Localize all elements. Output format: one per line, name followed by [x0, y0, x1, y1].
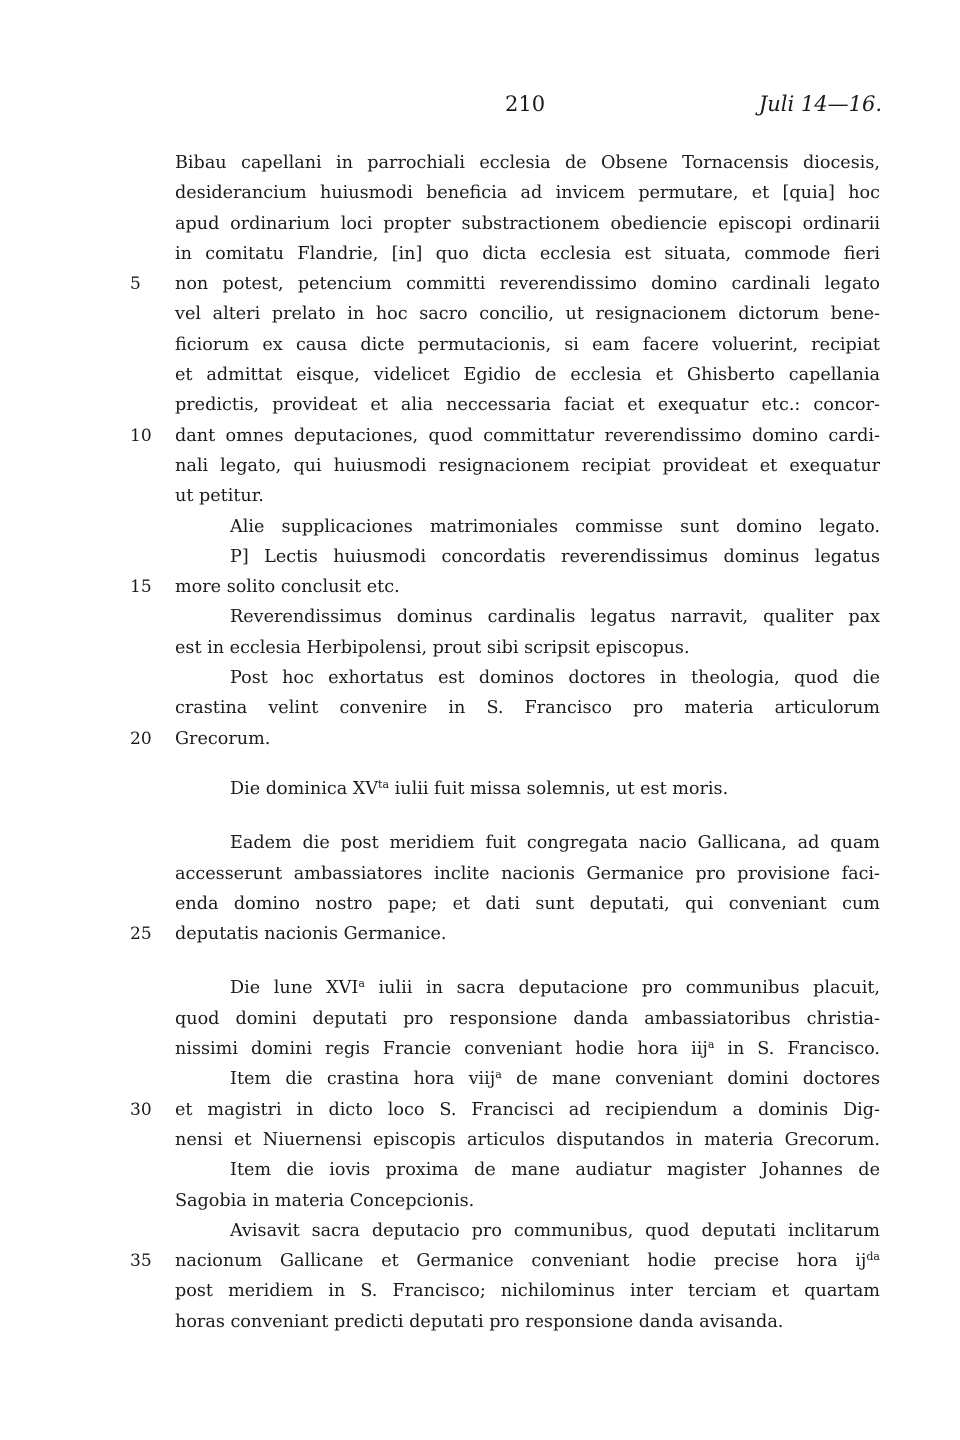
text-line: in comitatu Flandrie, [in] quo dicta ecclesia est situata, commode fieri — [175, 243, 880, 264]
text-line: Reverendissimus dominus cardinalis legatus narravit, qualiter pax — [230, 607, 880, 628]
superscript: a — [358, 977, 365, 991]
line-text: nissimi domini regis Francie conveniant hodie hora iij — [175, 1039, 708, 1060]
text-line: crastina velint convenire in S. Francisco pro materia articulorum — [175, 698, 880, 719]
paragraph-gap — [175, 804, 880, 828]
line-text: et magistri in dicto loco S. Francisci ad recipiendum a dominis Dig- — [175, 1099, 880, 1120]
text-line: quod domini deputati pro responsione danda ambassiatoribus christia- — [175, 1008, 880, 1029]
line-number: 10 — [130, 425, 152, 446]
line-text: non potest, petencium committi reverendissimo domino cardinali legato — [175, 274, 880, 295]
line-number: 30 — [130, 1099, 152, 1120]
line-number: 35 — [130, 1251, 152, 1272]
text-line — [175, 973, 880, 1003]
text-line: nali legato, qui huiusmodi resignacionem recipiat provideat et exequatur — [175, 455, 880, 476]
text-line: Post hoc exhortatus est dominos doctores in theologia, quod die — [230, 668, 880, 689]
line-number: 5 — [130, 274, 141, 295]
text-line — [130, 919, 880, 949]
text-line: ut petitur. — [175, 486, 264, 507]
line-number: 25 — [130, 924, 152, 945]
line-text: iulii fuit missa solemnis, ut est moris. — [389, 778, 729, 799]
text-line: accesserunt ambassiatores inclite nacionis Germanice pro provisione faci- — [175, 863, 880, 884]
text-line: Sagobia in materia Concepcionis. — [175, 1190, 475, 1211]
text-line: et admittat eisque, videlicet Egidio de ecclesia et Ghisberto capellania — [175, 365, 880, 386]
line-text: iulii in sacra deputacione pro communibus placuit, — [364, 978, 880, 999]
line-text: dant omnes deputaciones, quod committatur reverendissimo domino cardi- — [175, 425, 880, 446]
line-text: nacionum Gallicane et Germanice conveniant hodie precise hora ij — [175, 1251, 867, 1272]
text-line: Bibau capellani in parrochiali ecclesia de Obsene Tornacensis diocesis, — [175, 153, 880, 173]
text-line — [175, 1034, 880, 1064]
body-text — [130, 148, 881, 1337]
text-line: predictis, provideat et alia neccessaria faciat et exequatur etc.: concor- — [175, 395, 880, 416]
line-text: Item die crastina hora viij — [230, 1069, 496, 1090]
text-line — [130, 269, 880, 299]
page-number: 210 — [505, 92, 546, 116]
text-line: Alie supplicaciones matrimoniales commisse sunt domino legato. — [230, 516, 880, 537]
line-number: 15 — [130, 577, 152, 598]
page-header — [0, 92, 960, 122]
superscript: a — [495, 1068, 502, 1082]
superscript: da — [866, 1250, 880, 1264]
text-line: Item die iovis proxima de mane audiatur magister Johannes de — [230, 1160, 880, 1181]
line-text: de mane conveniant domini doctores — [501, 1069, 881, 1090]
line-text: Die lune XVI — [230, 978, 359, 999]
text-line — [130, 724, 880, 754]
text-line — [130, 1095, 880, 1125]
line-text: deputatis nacionis Germanice. — [175, 924, 447, 945]
text-line: horas conveniant predicti deputati pro responsione danda avisanda. — [175, 1311, 784, 1332]
line-number: 20 — [130, 728, 152, 749]
text-line: vel alteri prelato in hoc sacro concilio, ut resignacionem dictorum bene- — [175, 304, 880, 325]
text-line — [130, 421, 880, 451]
text-line: enda domino nostro pape; et dati sunt deputati, qui conveniant cum — [175, 893, 880, 914]
text-line: ficiorum ex causa dicte permutacionis, si eam facere voluerint, recipiat — [175, 334, 880, 355]
text-line: Eadem die post meridiem fuit congregata nacio Gallicana, ad quam — [230, 833, 880, 854]
text-line: apud ordinarium loci propter substractionem obediencie episcopi ordinarii — [175, 213, 880, 234]
text-line: desiderancium huiusmodi beneficia ad invicem permutare, et [quia] hoc — [175, 183, 880, 204]
superscript: a — [707, 1038, 715, 1052]
paragraph-gap — [175, 949, 880, 973]
text-line: nensi et Niuernensi episcopis articulos disputandos in materia Grecorum. — [175, 1129, 880, 1150]
running-head: Juli 14—16. — [758, 92, 882, 116]
text-line: post meridiem in S. Francisco; nichilominus inter terciam et quartam — [175, 1281, 880, 1302]
text-line — [175, 1064, 880, 1094]
line-text: in S. Francisco. — [714, 1039, 880, 1060]
paragraph-gap — [175, 754, 880, 774]
text-line: est in ecclesia Herbipolensi, prout sibi scripsit episcopus. — [175, 637, 690, 658]
superscript: ta — [378, 777, 390, 791]
line-text: more solito conclusit etc. — [175, 577, 400, 598]
text-line — [175, 774, 880, 804]
line-text: Grecorum. — [175, 728, 271, 749]
line-text: Die dominica XV — [230, 778, 379, 799]
text-line — [130, 1246, 880, 1276]
text-line: Avisavit sacra deputacio pro communibus, quod deputati inclitarum — [230, 1220, 880, 1241]
text-line — [130, 572, 880, 602]
text-line: P] Lectis huiusmodi concordatis reverendissimus dominus legatus — [230, 546, 880, 567]
